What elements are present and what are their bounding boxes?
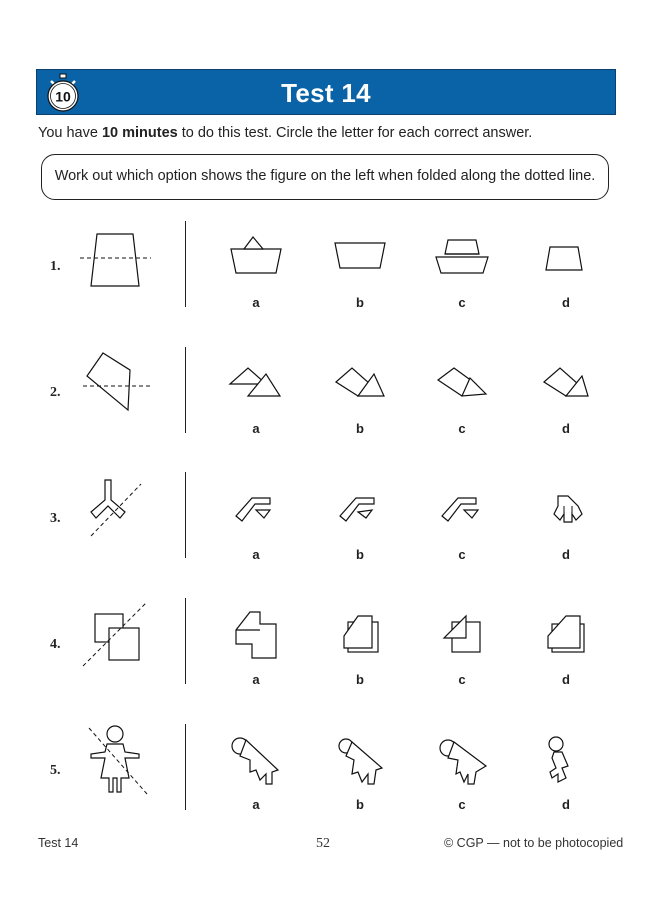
question-4-option-c-figure[interactable] xyxy=(432,608,492,664)
question-3-option-c-label[interactable]: c xyxy=(458,547,466,562)
question-2-option-d-label[interactable]: d xyxy=(562,421,570,436)
question-3-option-a-label[interactable]: a xyxy=(252,547,260,562)
question-3-figure xyxy=(75,474,155,544)
question-4-option-a-figure[interactable] xyxy=(226,608,286,664)
question-prompt-box xyxy=(41,154,609,200)
question-1-option-b-label[interactable]: b xyxy=(356,295,364,310)
question-2-option-c-figure[interactable] xyxy=(432,360,492,404)
question-1-divider xyxy=(185,221,186,307)
question-5-option-c-figure[interactable] xyxy=(432,732,492,792)
page-title: Test 14 xyxy=(281,78,371,108)
page-number: 52 xyxy=(316,836,330,851)
question-number-5: 5. xyxy=(50,763,61,778)
question-1-option-c-figure[interactable] xyxy=(432,232,492,282)
footer-test-label: Test 14 xyxy=(38,836,79,850)
question-3-option-a-figure[interactable] xyxy=(226,486,286,534)
question-5-option-d-label[interactable]: d xyxy=(562,797,570,812)
question-5-option-d-figure[interactable] xyxy=(538,732,588,792)
question-4-divider xyxy=(185,598,186,684)
question-2-option-b-label[interactable]: b xyxy=(356,421,364,436)
question-4-option-b-figure[interactable] xyxy=(330,608,390,664)
instructions-text: You have 10 minutes to do this test. Circle the letter for each correct answer. xyxy=(38,125,533,141)
question-1-option-c-label[interactable]: c xyxy=(458,295,466,310)
question-3-divider xyxy=(185,472,186,558)
question-5-divider xyxy=(185,724,186,810)
question-2-option-a-figure[interactable] xyxy=(226,360,286,404)
question-2-option-d-figure[interactable] xyxy=(538,360,598,404)
copyright-notice: © CGP — not to be photocopied xyxy=(444,836,624,850)
question-prompt: Work out which option shows the figure on the left when folded along the dotted line. xyxy=(54,168,596,184)
question-4-figure xyxy=(75,600,155,670)
question-number-4: 4. xyxy=(50,637,61,652)
question-number-1: 1. xyxy=(50,259,61,274)
question-2-option-c-label[interactable]: c xyxy=(458,421,466,436)
question-5-option-b-label[interactable]: b xyxy=(356,797,364,812)
question-2-figure xyxy=(75,348,155,418)
question-number-3: 3. xyxy=(50,511,61,526)
question-3-option-b-label[interactable]: b xyxy=(356,547,364,562)
question-number-2: 2. xyxy=(50,385,61,400)
question-1-option-b-figure[interactable] xyxy=(330,232,390,282)
question-3-option-d-label[interactable]: d xyxy=(562,547,570,562)
question-3-option-b-figure[interactable] xyxy=(330,486,390,534)
svg-text:10: 10 xyxy=(55,88,71,105)
question-1-option-a-label[interactable]: a xyxy=(252,295,260,310)
question-3-option-d-figure[interactable] xyxy=(538,486,598,534)
question-5-option-b-figure[interactable] xyxy=(330,732,390,792)
question-4-option-d-figure[interactable] xyxy=(538,608,598,664)
question-4-option-a-label[interactable]: a xyxy=(252,672,260,687)
question-3-option-c-figure[interactable] xyxy=(432,486,492,534)
question-2-option-b-figure[interactable] xyxy=(330,360,390,404)
question-1-option-d-figure[interactable] xyxy=(538,232,588,282)
question-1-figure xyxy=(75,225,155,295)
question-4-option-c-label[interactable]: c xyxy=(458,672,466,687)
question-4-option-b-label[interactable]: b xyxy=(356,672,364,687)
question-5-option-c-label[interactable]: c xyxy=(458,797,466,812)
question-2-divider xyxy=(185,347,186,433)
question-5-option-a-figure[interactable] xyxy=(226,732,286,792)
question-5-figure xyxy=(75,722,155,798)
question-5-option-a-label[interactable]: a xyxy=(252,797,260,812)
question-4-option-d-label[interactable]: d xyxy=(562,672,570,687)
question-1-option-a-figure[interactable] xyxy=(226,232,286,282)
question-2-option-a-label[interactable]: a xyxy=(252,421,260,436)
question-1-option-d-label[interactable]: d xyxy=(562,295,570,310)
test-header-bar xyxy=(36,69,616,115)
